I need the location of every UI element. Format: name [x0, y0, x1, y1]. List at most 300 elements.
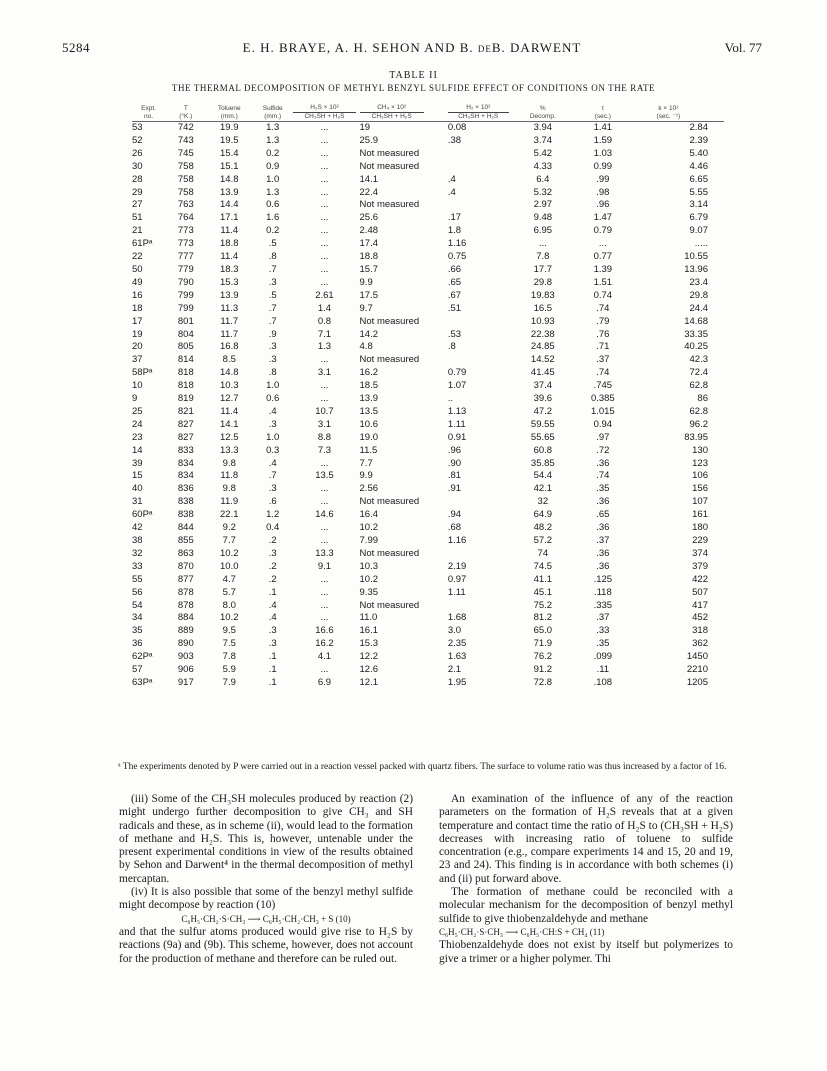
- table-cell: 3.1: [317, 367, 332, 379]
- table-cell: .108: [593, 676, 613, 688]
- table-cell: 14.68: [684, 315, 708, 327]
- table-cell: 773: [177, 238, 194, 250]
- table-cell: 16.2: [315, 638, 334, 650]
- table-cell: 878: [177, 586, 194, 598]
- table-cell: 0.6: [266, 199, 280, 211]
- table-cell: 25.9: [359, 134, 379, 146]
- table-cell: 9.8: [222, 457, 236, 469]
- table-cell: ...: [320, 238, 329, 250]
- table-row: [132, 393, 724, 406]
- paragraph: The formation of methane could be reconciled with a molecular mechanism for the decomposition of benzyl methyl sulfide to give thiobenzaldehyde and methane: [439, 886, 733, 925]
- table-cell: ...: [320, 380, 329, 392]
- table-cell: 54: [132, 599, 143, 611]
- table-cell: 36: [132, 638, 143, 650]
- table-cell: .099: [593, 651, 613, 663]
- table-cell: 42: [132, 522, 143, 534]
- table-cell: 1.13: [447, 405, 467, 417]
- table-cell: .35: [596, 483, 610, 495]
- table-cell: .66: [447, 263, 462, 275]
- table-cell: 10.7: [315, 405, 334, 417]
- table-cell: 12.2: [359, 651, 379, 663]
- table-cell: ...: [320, 664, 329, 676]
- table-cell: 29.8: [533, 276, 553, 288]
- table-cell: .37: [596, 535, 610, 546]
- column-header-top: H₂ × 10²: [466, 104, 491, 111]
- table-cell: .1: [268, 651, 277, 663]
- table-cell: 48.2: [533, 522, 553, 534]
- table-cell: 8.0: [222, 599, 236, 611]
- table-cell: 18: [132, 302, 143, 314]
- table-cell: .53: [447, 328, 462, 340]
- table-cell: 1.3: [266, 122, 280, 133]
- table-cell: 72.4: [689, 367, 708, 379]
- table-cell: 877: [177, 573, 194, 585]
- table-cell: 50: [132, 263, 143, 275]
- table-cell: 833: [177, 444, 194, 456]
- table-cell: ...: [320, 160, 329, 172]
- table-cell: 11.8: [220, 470, 239, 482]
- table-cell: .5: [268, 289, 277, 301]
- table-cell: 7.8: [536, 251, 550, 263]
- table-cell: 72.8: [533, 676, 553, 688]
- table-cell: ...: [320, 225, 329, 237]
- table-cell: 0.08: [447, 122, 467, 133]
- paragraph: (iv) It is also possible that some of the benzyl methyl sulfide might decompose by reaction (10): [119, 886, 413, 912]
- table-cell: 40.25: [684, 341, 708, 353]
- table-cell: 3.94: [533, 122, 553, 133]
- table-cell: 15: [132, 470, 143, 482]
- table-cell: 0.99: [593, 160, 613, 172]
- table-cell: 14.4: [220, 199, 239, 211]
- table-cell: 7.3: [317, 444, 332, 456]
- table-cell: 4.7: [222, 573, 236, 585]
- column-header: [293, 97, 355, 122]
- table-cell: 16.6: [315, 625, 334, 637]
- table-cell: 25.6: [359, 212, 379, 224]
- table-cell: 86: [697, 393, 708, 405]
- table-cell: .9: [268, 328, 277, 340]
- table-cell: 20: [132, 341, 143, 353]
- table-cell: 41.1: [533, 573, 553, 585]
- table-cell: 777: [177, 251, 194, 263]
- table-cell: 10: [132, 380, 143, 392]
- table-row: [132, 612, 724, 625]
- table-cell: 814: [177, 354, 194, 366]
- table-cell: .36: [596, 457, 610, 469]
- table-cell: ..: [447, 393, 454, 405]
- table-cell: 6.79: [689, 212, 708, 224]
- table-cell: Not measured: [359, 547, 420, 559]
- table-cell: 41.45: [530, 367, 555, 379]
- table-row: [132, 419, 724, 432]
- table-cell: .5: [268, 238, 277, 250]
- table-cell: .90: [447, 457, 462, 469]
- table-cell: 60.8: [533, 444, 553, 456]
- table-cell: 156: [692, 483, 708, 495]
- table-cell: .37: [596, 354, 610, 366]
- table-cell: 9.1: [317, 560, 332, 572]
- table-cell: 55: [132, 573, 143, 585]
- table-cell: 917: [177, 676, 194, 688]
- table-body: [132, 122, 724, 690]
- table-cell: 37: [132, 354, 143, 366]
- table-cell: 1.2: [266, 509, 280, 521]
- table-label: TABLE II: [389, 70, 438, 81]
- table-cell: 758: [177, 160, 194, 172]
- table-cell: 906: [177, 664, 194, 676]
- table-cell: 16.2: [359, 367, 379, 379]
- table-cell: ...: [320, 522, 329, 534]
- table-cell: 24.4: [689, 302, 708, 314]
- table-cell: 11.0: [359, 612, 378, 624]
- table-row: [132, 651, 724, 664]
- table-row: [132, 212, 724, 225]
- table-cell: 14: [132, 444, 143, 456]
- table-cell: .1: [268, 664, 277, 676]
- table-cell: 32: [537, 496, 549, 508]
- table-cell: 12.1: [359, 676, 379, 688]
- table-cell: Not measured: [359, 315, 420, 327]
- table-row: [132, 316, 724, 329]
- table-cell: .4: [447, 173, 456, 185]
- table-cell: .91: [447, 483, 462, 495]
- table-cell: 15.3: [220, 276, 239, 288]
- table-cell: 1.3: [317, 341, 332, 353]
- table-cell: Not measured: [359, 199, 420, 211]
- table-header-row: [132, 97, 724, 122]
- column-header: [252, 97, 293, 122]
- table-cell: .4: [268, 612, 277, 624]
- table-cell: 5.9: [222, 664, 236, 676]
- table-cell: 17.7: [533, 263, 553, 275]
- table-cell: .36: [596, 522, 610, 534]
- table-cell: 7.7: [222, 535, 236, 546]
- table-row: [132, 535, 724, 548]
- table-cell: 773: [177, 225, 194, 237]
- table-cell: 827: [177, 418, 194, 430]
- table-row: [132, 174, 724, 187]
- table-cell: 9.48: [533, 212, 553, 224]
- table-cell: 11.4: [220, 225, 239, 237]
- table-cell: 6.95: [533, 225, 553, 237]
- table-cell: 9.9: [359, 276, 373, 288]
- table-cell: 2.48: [359, 225, 379, 237]
- column-header-top: Sulfide: [262, 105, 283, 112]
- table-cell: 17: [132, 315, 143, 327]
- table-cell: 13.9: [359, 393, 379, 405]
- table-cell: 1.03: [593, 147, 613, 159]
- table-cell: 819: [177, 393, 194, 405]
- table-cell: 40: [132, 483, 143, 495]
- table-cell: 863: [177, 547, 194, 559]
- table-cell: 1.07: [447, 380, 467, 392]
- table-cell: 55.65: [530, 431, 555, 443]
- table-cell: 6.65: [689, 173, 708, 185]
- column-header-top: T: [183, 105, 188, 112]
- table-cell: 19: [132, 328, 143, 340]
- table-cell: 7.5: [222, 638, 236, 650]
- table-cell: 13.9: [220, 186, 239, 198]
- table-cell: 8.5: [222, 354, 236, 366]
- table-cell: 24.85: [530, 341, 555, 353]
- table-cell: .65: [596, 509, 610, 521]
- table-row: [132, 135, 724, 148]
- table-cell: 0.385: [590, 393, 615, 405]
- table-cell: 1.6: [266, 212, 280, 224]
- table-cell: .2: [268, 573, 277, 585]
- table-cell: 11.7: [220, 328, 239, 340]
- column-header-top: τ: [601, 105, 605, 112]
- table-cell: 11.4: [220, 251, 239, 263]
- table-cell: .74: [596, 367, 610, 379]
- table-cell: 19.5: [220, 134, 239, 146]
- table-cell: 821: [177, 405, 194, 417]
- table-cell: 0.6: [266, 393, 280, 405]
- table-cell: 318: [692, 625, 708, 637]
- table-cell: 18.8: [220, 238, 239, 250]
- table-row: [132, 148, 724, 161]
- table-row: [132, 677, 724, 690]
- table-cell: ...: [320, 276, 329, 288]
- table-cell: 19.9: [220, 122, 239, 133]
- table-cell: .36: [596, 547, 610, 559]
- table-cell: 743: [177, 134, 194, 146]
- table-cell: 18.5: [359, 380, 379, 392]
- table-cell: ...: [538, 238, 547, 250]
- table-cell: .35: [596, 638, 610, 650]
- column-header: [165, 97, 206, 122]
- table-cell: 91.2: [533, 664, 553, 676]
- table-cell: 13.5: [359, 405, 379, 417]
- table-cell: 15.7: [359, 263, 379, 275]
- table-cell: 1.0: [266, 380, 280, 392]
- table-cell: .36: [596, 496, 610, 508]
- table-cell: 1.11: [447, 418, 466, 430]
- table-cell: 12.6: [359, 664, 379, 676]
- table-cell: 0.94: [593, 418, 613, 430]
- table-cell: 23.4: [689, 276, 708, 288]
- table-cell: 2210: [686, 664, 708, 676]
- table-cell: .38: [447, 134, 462, 146]
- table-row: [132, 277, 724, 290]
- table-cell: ...: [320, 612, 329, 624]
- table-cell: 7.7: [359, 457, 373, 469]
- table-cell: .745: [593, 380, 613, 392]
- table-cell: 42.1: [533, 483, 553, 495]
- table-cell: 18.8: [359, 251, 379, 263]
- table-cell: 13.5: [315, 470, 334, 482]
- table-cell: 51: [132, 212, 143, 224]
- table-cell: 4.8: [359, 341, 373, 353]
- column-header-bottom: (sec. ⁻¹): [656, 113, 681, 120]
- table-cell: 878: [177, 599, 194, 611]
- table-cell: 1.95: [447, 676, 467, 688]
- table-row: [132, 600, 724, 613]
- table-cell: 62.8: [689, 405, 708, 417]
- table-cell: .97: [596, 431, 610, 443]
- paragraph: (iii) Some of the CH₃SH molecules produced by reaction (2) might undergo further decomposition to give CH₃ and SH radicals and these, as in scheme (ii), would lead to the formation of methane and H₂S. This is, however, untenable under the present experimental conditions in view of the results obtained by Sehon and Darwent⁴ in the thermal decomposition of methyl mercaptan.: [119, 793, 413, 885]
- column-header-bottom: Decomp.: [529, 113, 556, 120]
- table-cell: 0.75: [447, 251, 467, 263]
- table-cell: 779: [177, 263, 194, 275]
- table-row: [132, 251, 724, 264]
- table-cell: .36: [596, 560, 610, 572]
- table-cell: 76.2: [533, 651, 553, 663]
- table-cell: 10.55: [684, 251, 708, 263]
- table-cell: 22.4: [359, 186, 379, 198]
- table-cell: 54.4: [533, 470, 553, 482]
- table-cell: .3: [268, 341, 277, 353]
- table-cell: ...: [320, 134, 329, 146]
- table-cell: .37: [596, 612, 610, 624]
- table-row: [132, 199, 724, 212]
- table-cell: 15.3: [359, 638, 379, 650]
- table-row: [132, 264, 724, 277]
- table-cell: 12.5: [220, 431, 239, 443]
- table-cell: 180: [692, 522, 708, 534]
- table-cell: 801: [177, 315, 194, 327]
- table-cell: .67: [447, 289, 462, 301]
- table-cell: Not measured: [359, 354, 420, 366]
- table-cell: 12.7: [220, 393, 239, 405]
- table-cell: 838: [177, 509, 194, 521]
- table-cell: 130: [692, 444, 708, 456]
- column-header-top: Toluene: [217, 105, 241, 112]
- table-cell: .81: [447, 470, 462, 482]
- table-cell: .3: [268, 418, 277, 430]
- table-cell: ...: [320, 483, 329, 495]
- table-cell: ...: [320, 496, 329, 508]
- table-cell: 23: [132, 431, 143, 443]
- table-cell: .118: [593, 586, 612, 598]
- table-cell: 452: [692, 612, 708, 624]
- table-cell: 10.2: [220, 547, 239, 559]
- column-header: [132, 97, 165, 122]
- table-cell: 763: [177, 199, 194, 211]
- table-cell: 818: [177, 367, 194, 379]
- table-cell: 63Pᵃ: [132, 676, 153, 688]
- column-header: [207, 97, 253, 122]
- table-cell: 8.8: [317, 431, 332, 443]
- table-row: [132, 341, 724, 354]
- table-cell: 10.2: [220, 612, 239, 624]
- column-header-top: k × 10²: [658, 105, 679, 112]
- column-header: [356, 97, 424, 122]
- table-cell: 10.0: [220, 560, 239, 572]
- table-row: [132, 664, 724, 677]
- table-row: [132, 238, 724, 251]
- table-cell: 35.85: [530, 457, 555, 469]
- table-cell: .3: [268, 547, 277, 559]
- table-cell: 22.1: [220, 509, 239, 521]
- equation-10: C₆H₅·CH₂·S·CH₃ ⟶ C₆H₅·CH₂·CH₃ + S (10): [181, 913, 351, 924]
- table-cell: 57.2: [533, 535, 553, 546]
- table-cell: 0.77: [593, 251, 613, 263]
- table-cell: .74: [596, 470, 610, 482]
- table-cell: 13.3: [315, 547, 334, 559]
- table-cell: 818: [177, 380, 194, 392]
- table-cell: 1.4: [317, 302, 332, 314]
- table-cell: .33: [596, 625, 610, 637]
- table-cell: 27: [132, 199, 143, 211]
- table-cell: 14.6: [315, 509, 334, 521]
- table-cell: 16.5: [533, 302, 553, 314]
- table-cell: 870: [177, 560, 194, 572]
- table-cell: ...: [320, 186, 329, 198]
- table-cell: 10.6: [359, 418, 379, 430]
- table-row: [132, 509, 724, 522]
- table-cell: 13.3: [220, 444, 239, 456]
- table-cell: ...: [320, 263, 329, 275]
- table-cell: 1.68: [447, 612, 467, 624]
- table-cell: 3.0: [447, 625, 462, 637]
- table-cell: 0.79: [447, 367, 467, 379]
- table-cell: ...: [320, 251, 329, 263]
- table-cell: Not measured: [359, 496, 420, 508]
- table-cell: 758: [177, 173, 194, 185]
- table-cell: 764: [177, 212, 194, 224]
- table-cell: .7: [268, 470, 277, 482]
- table-cell: 1.015: [590, 405, 615, 417]
- table-cell: 742: [177, 122, 194, 133]
- table-cell: ...: [320, 199, 329, 211]
- table-row: [132, 161, 724, 174]
- table-cell: 123: [692, 457, 708, 469]
- table-row: [132, 303, 724, 316]
- table-cell: 745: [177, 147, 194, 159]
- column-header-bottom: (mm.): [264, 113, 282, 120]
- table-cell: 1.16: [447, 535, 467, 546]
- table-cell: 57: [132, 664, 143, 676]
- table-cell: 889: [177, 625, 194, 637]
- table-row: [132, 122, 724, 135]
- table-cell: 7.8: [222, 651, 236, 663]
- table-cell: 14.8: [220, 367, 239, 379]
- table-cell: 28: [132, 173, 143, 185]
- table-cell: .3: [268, 483, 277, 495]
- table-cell: 2.1: [447, 664, 462, 676]
- running-authors: E. H. BRAYE, A. H. SEHON AND B. deB. DARWENT: [242, 40, 582, 55]
- table-row: [132, 458, 724, 471]
- table-cell: .1: [268, 586, 277, 598]
- table-cell: 834: [177, 457, 194, 469]
- paragraph: An examination of the influence of any of the reaction parameters on the formation of H₂S reveals that at a given temperature and contact time the ratio of H₂S to (CH₃SH + H₂S) decreases with increasing ratio of toluene to sulfide concentration (e.g., compare experiments 14 and 15, 20 and 19, 23 and 24). This finding is in accordance with both schemes (i) and (ii) put forward above.: [439, 793, 733, 885]
- column-header-bottom: CH₃SH + H₂S: [448, 112, 509, 121]
- table-cell: 507: [692, 586, 708, 598]
- table-row: [132, 380, 724, 393]
- table-cell: .76: [596, 328, 610, 340]
- table-cell: 1.47: [593, 212, 613, 224]
- page-header: [62, 40, 762, 58]
- table-cell: 0.74: [593, 289, 613, 301]
- table-cell: 14.8: [220, 173, 239, 185]
- table-cell: .1: [268, 676, 277, 688]
- table-cell: .99: [596, 173, 610, 185]
- table-cell: 13.96: [684, 263, 708, 275]
- table-cell: 60Pᵃ: [132, 509, 153, 521]
- table-cell: 5.40: [689, 147, 708, 159]
- table-cell: .8: [268, 367, 277, 379]
- table-row: [132, 367, 724, 380]
- table-cell: 61Pᵃ: [132, 238, 153, 250]
- paragraph: Thiobenzaldehyde does not exist by itself but polymerizes to give a trimer or a higher polymer. Thi: [439, 939, 733, 965]
- table-cell: 11.4: [220, 405, 239, 417]
- table-cell: 10.2: [359, 573, 379, 585]
- table-cell: .8: [447, 341, 456, 353]
- column-header-top: CH₄ × 10²: [377, 104, 407, 111]
- table-cell: ...: [320, 535, 329, 546]
- table-cell: ...: [320, 457, 329, 469]
